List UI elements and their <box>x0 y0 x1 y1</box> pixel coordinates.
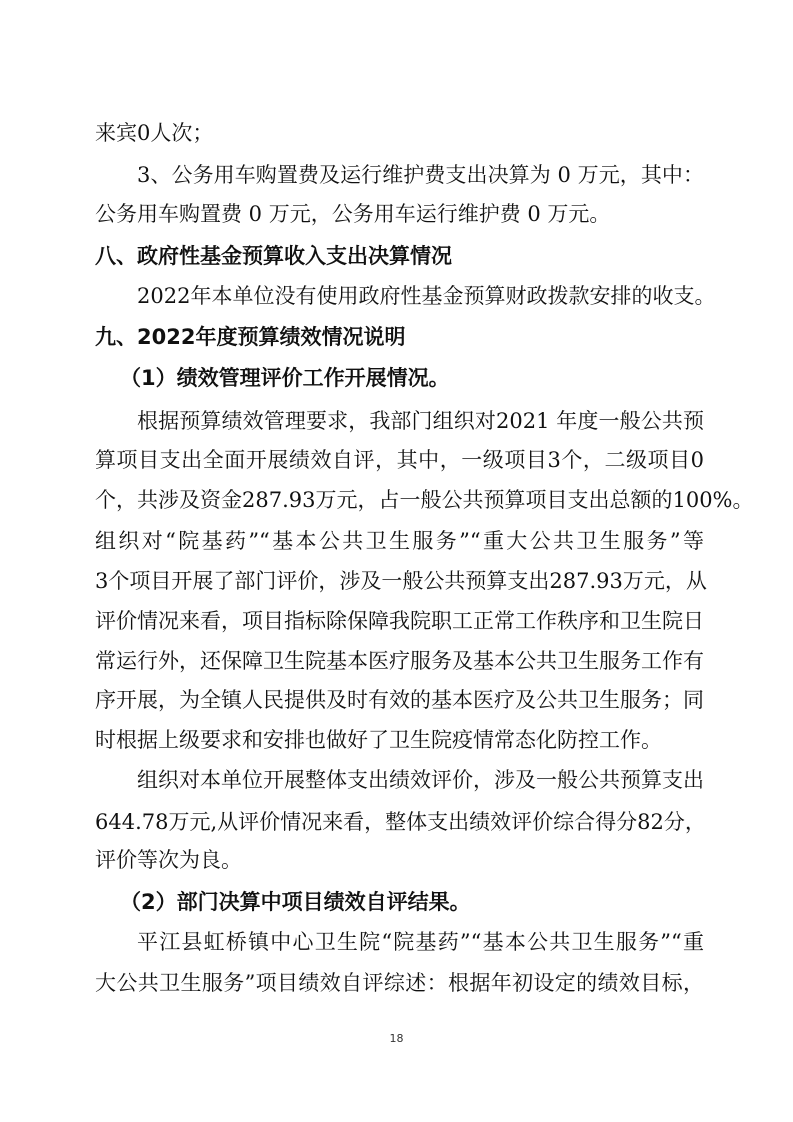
body-line: 2022年本单位没有使用政府性基金预算财政拨款安排的收支。 <box>137 284 716 308</box>
body-line: 常运行外，还保障卫生院基本医疗服务及基本公共卫生服务工作有 <box>95 649 704 673</box>
body-line: 组织对“院基药”“基本公共卫生服务”“重大公共卫生服务”等 <box>95 529 704 553</box>
body-line: 时根据上级要求和安排也做好了卫生院疫情常态化防控工作。 <box>95 728 662 752</box>
body-line: 序开展，为全镇人民提供及时有效的基本医疗及公共卫生服务；同 <box>95 688 704 712</box>
body-line: 大公共卫生服务”项目绩效自评综述：根据年初设定的绩效目标， <box>95 971 704 995</box>
subsection-heading: （1）绩效管理评价工作开展情况。 <box>120 366 450 390</box>
page-number: 18 <box>389 1032 404 1045</box>
body-line: 根据预算绩效管理要求，我部门组织对2021 年度一般公共预 <box>137 409 704 433</box>
section-heading: 八、政府性基金预算收入支出决算情况 <box>95 244 452 268</box>
body-line: 算项目支出全面开展绩效自评，其中，一级项目3个，二级项目0 <box>95 448 704 472</box>
body-line: 评价等次为良。 <box>95 848 242 872</box>
body-line: 组织对本单位开展整体支出绩效评价，涉及一般公共预算支出 <box>137 768 704 792</box>
body-line: 个，共涉及资金287.93万元，占一般公共预算项目支出总额的100%。 <box>95 488 754 512</box>
body-line: 平江县虹桥镇中心卫生院“院基药”“基本公共卫生服务”“重 <box>137 930 704 954</box>
body-line: 3、公务用车购置费及运行维护费支出决算为 0 万元，其中： <box>137 163 704 187</box>
section-heading: 九、2022年度预算绩效情况说明 <box>95 325 406 349</box>
body-line: 公务用车购置费 0 万元，公务用车运行维护费 0 万元。 <box>95 202 611 226</box>
subsection-heading: （2）部门决算中项目绩效自评结果。 <box>120 890 471 914</box>
body-line: 644.78万元,从评价情况来看，整体支出绩效评价综合得分82分， <box>95 810 706 834</box>
body-line: 评价情况来看，项目指标除保障我院职工正常工作秩序和卫生院日 <box>95 609 704 633</box>
body-line: 3个项目开展了部门评价，涉及一般公共预算支出287.93万元，从 <box>95 569 707 593</box>
body-line: 来宾0人次； <box>95 121 214 145</box>
